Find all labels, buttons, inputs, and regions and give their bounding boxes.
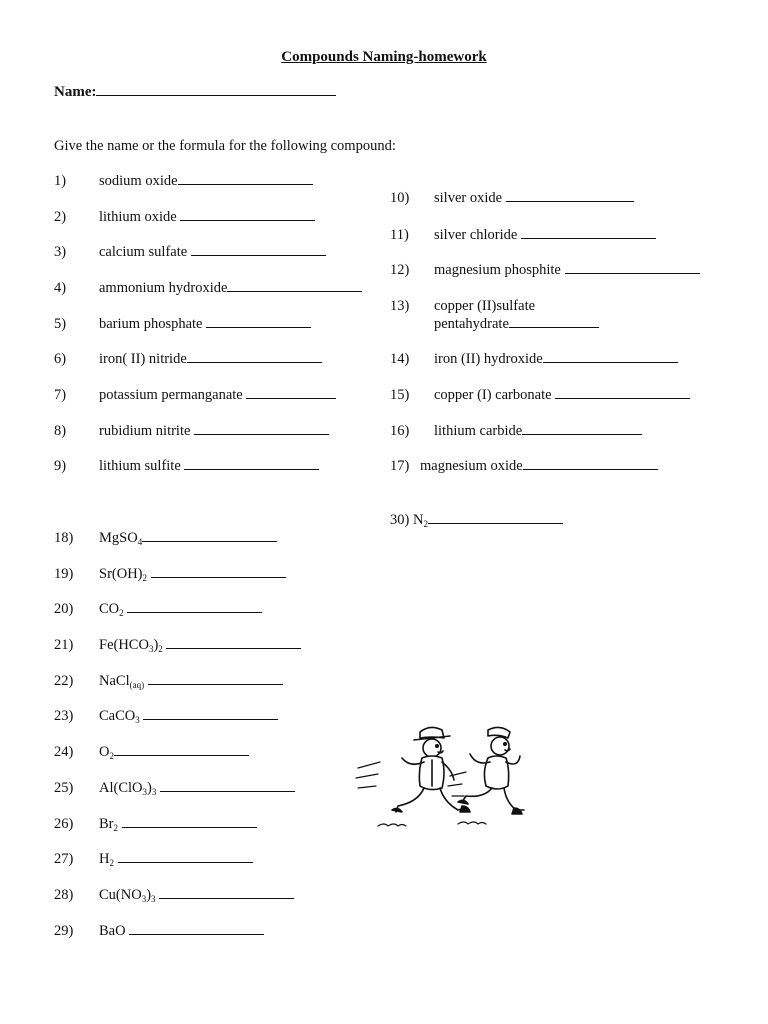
question-formula: NaCl$_{(aq)}$ xyxy=(99,672,283,690)
question-16 xyxy=(390,422,523,440)
question-formula: MgSO$_4$ xyxy=(99,529,277,547)
question-number: 7) xyxy=(54,387,67,403)
question-formula: $Br_2$ xyxy=(99,815,257,833)
question-formula: $O_2$ xyxy=(99,743,249,761)
question-number: 26) xyxy=(54,816,74,832)
question-number: 1) xyxy=(54,173,67,189)
question-text: copper (I) carbonate xyxy=(434,387,552,403)
question-19 xyxy=(54,565,147,583)
question-number: 4) xyxy=(54,280,67,296)
question-number: 27) xyxy=(54,851,74,867)
question-1 xyxy=(54,172,178,190)
question-7 xyxy=(54,386,243,404)
answer-blank[interactable] xyxy=(206,315,311,328)
question-number: 12) xyxy=(390,262,410,278)
answer-blank[interactable] xyxy=(180,208,315,221)
question-number: 18) xyxy=(54,530,74,546)
answer-blank[interactable] xyxy=(428,511,563,524)
answer-blank[interactable] xyxy=(521,226,656,239)
question-number: 24) xyxy=(54,744,74,760)
question-number: 28) xyxy=(54,887,74,903)
question-text: rubidium nitrite xyxy=(99,423,191,439)
question-12 xyxy=(390,261,561,279)
answer-blank[interactable] xyxy=(555,386,690,399)
question-4 xyxy=(54,279,228,297)
question-number: 5) xyxy=(54,316,67,332)
question-number: 29) xyxy=(54,923,74,939)
answer-blank[interactable] xyxy=(184,457,319,470)
answer-blank[interactable] xyxy=(159,886,294,899)
question-26 xyxy=(54,815,118,833)
question-text: lithium oxide xyxy=(99,209,177,225)
runner-left xyxy=(392,727,470,812)
question-formula: $H_2$ xyxy=(99,850,253,868)
answer-blank[interactable] xyxy=(127,600,262,613)
question-text: magnesium phosphite xyxy=(434,262,561,278)
question-number: 20) xyxy=(54,601,74,617)
question-2 xyxy=(54,208,177,226)
name-blank[interactable] xyxy=(96,83,336,96)
instructions: Give the name or the formula for the following compound: xyxy=(54,138,396,154)
question-text: sodium oxide xyxy=(99,173,178,189)
question-formula: $Fe(HCO_3)_2$ xyxy=(99,636,301,654)
question-text: iron( II) nitride xyxy=(99,351,187,367)
answer-blank[interactable] xyxy=(227,279,362,292)
question-number: 17) xyxy=(390,458,410,474)
answer-blank[interactable] xyxy=(118,850,253,863)
answer-blank[interactable] xyxy=(166,636,301,649)
question-number: 9) xyxy=(54,458,67,474)
question-number: 22) xyxy=(54,673,74,689)
question-number: 11) xyxy=(390,227,409,243)
answer-blank[interactable] xyxy=(178,172,313,185)
question-formula: $CO_2$ xyxy=(99,600,262,618)
question-text: pentahydrate xyxy=(434,316,509,332)
question-10 xyxy=(390,189,503,207)
question-6 xyxy=(54,350,187,368)
name-field xyxy=(54,83,336,101)
question-9 xyxy=(54,457,181,475)
question-20 xyxy=(54,600,124,618)
page-title: Compounds Naming-homework xyxy=(281,49,487,65)
question-text: lithium sulfite xyxy=(99,458,181,474)
answer-blank[interactable] xyxy=(187,350,322,363)
question-18 xyxy=(54,529,143,547)
question-formula: CaCO$_3$ xyxy=(99,707,278,725)
question-27 xyxy=(54,850,114,868)
question-text: lithium carbide xyxy=(434,423,523,439)
question-text: iron (II) hydroxide xyxy=(434,351,543,367)
question-number: 16) xyxy=(390,423,410,439)
answer-blank[interactable] xyxy=(523,457,658,470)
answer-blank[interactable] xyxy=(565,261,700,274)
answer-blank[interactable] xyxy=(143,707,278,720)
question-number: 13) xyxy=(390,298,410,314)
answer-blank[interactable] xyxy=(506,189,634,202)
question-number: 14) xyxy=(390,351,410,367)
question-23 xyxy=(54,707,140,725)
answer-blank[interactable] xyxy=(246,386,336,399)
question-5 xyxy=(54,315,203,333)
answer-blank[interactable] xyxy=(142,529,277,542)
question-3 xyxy=(54,243,188,261)
question-formula: $Sr(OH)_2$ xyxy=(99,565,286,583)
answer-blank[interactable] xyxy=(151,565,286,578)
question-number: 8) xyxy=(54,423,67,439)
question-formula: $N_2$ xyxy=(412,512,428,529)
runner-right xyxy=(458,727,524,814)
question-24 xyxy=(54,743,114,761)
question-25 xyxy=(54,779,157,797)
question-formula: BaO xyxy=(99,922,264,940)
question-22 xyxy=(54,672,145,690)
ground-marks xyxy=(378,822,486,826)
running-figures-illustration xyxy=(354,722,526,832)
answer-blank[interactable] xyxy=(148,672,283,685)
question-number: 30) xyxy=(390,512,410,528)
question-text: silver chloride xyxy=(434,227,518,243)
speed-lines xyxy=(356,762,466,796)
answer-blank[interactable] xyxy=(114,743,249,756)
question-text: potassium permanganate xyxy=(99,387,243,403)
answer-blank[interactable] xyxy=(543,350,678,363)
question-number: 21) xyxy=(54,637,74,653)
question-17 xyxy=(390,457,523,475)
question-text: magnesium oxide xyxy=(420,458,523,474)
question-15 xyxy=(390,386,552,404)
question-8 xyxy=(54,422,191,440)
question-21 xyxy=(54,636,163,654)
question-number: 10) xyxy=(390,190,410,206)
question-11 xyxy=(390,226,518,244)
answer-blank[interactable] xyxy=(191,243,326,256)
question-number: 3) xyxy=(54,244,67,260)
answer-blank[interactable] xyxy=(509,315,599,328)
question-number: 25) xyxy=(54,780,74,796)
question-13 xyxy=(390,297,536,315)
question-number: 6) xyxy=(54,351,67,367)
question-formula: $Al(ClO_3)_3$ xyxy=(99,779,295,797)
question-13-line2 xyxy=(434,315,599,333)
answer-blank[interactable] xyxy=(129,922,264,935)
question-text: ammonium hydroxide xyxy=(99,280,228,296)
question-14 xyxy=(390,350,543,368)
question-text: calcium sulfate xyxy=(99,244,188,260)
answer-blank[interactable] xyxy=(160,779,295,792)
answer-blank[interactable] xyxy=(522,422,642,435)
answer-blank[interactable] xyxy=(122,815,257,828)
question-number: 15) xyxy=(390,387,410,403)
question-text: silver oxide xyxy=(434,190,503,206)
question-text: copper (II)sulfate xyxy=(434,298,536,314)
question-text: barium phosphate xyxy=(99,316,203,332)
question-number: 19) xyxy=(54,566,74,582)
question-number: 23) xyxy=(54,708,74,724)
question-30 xyxy=(390,511,563,529)
question-28 xyxy=(54,886,156,904)
question-number: 2) xyxy=(54,209,67,225)
question-formula: $Cu(NO_3)_3$ xyxy=(99,886,294,904)
question-29 xyxy=(54,922,126,940)
name-label: Name: xyxy=(54,84,97,100)
answer-blank[interactable] xyxy=(194,422,329,435)
